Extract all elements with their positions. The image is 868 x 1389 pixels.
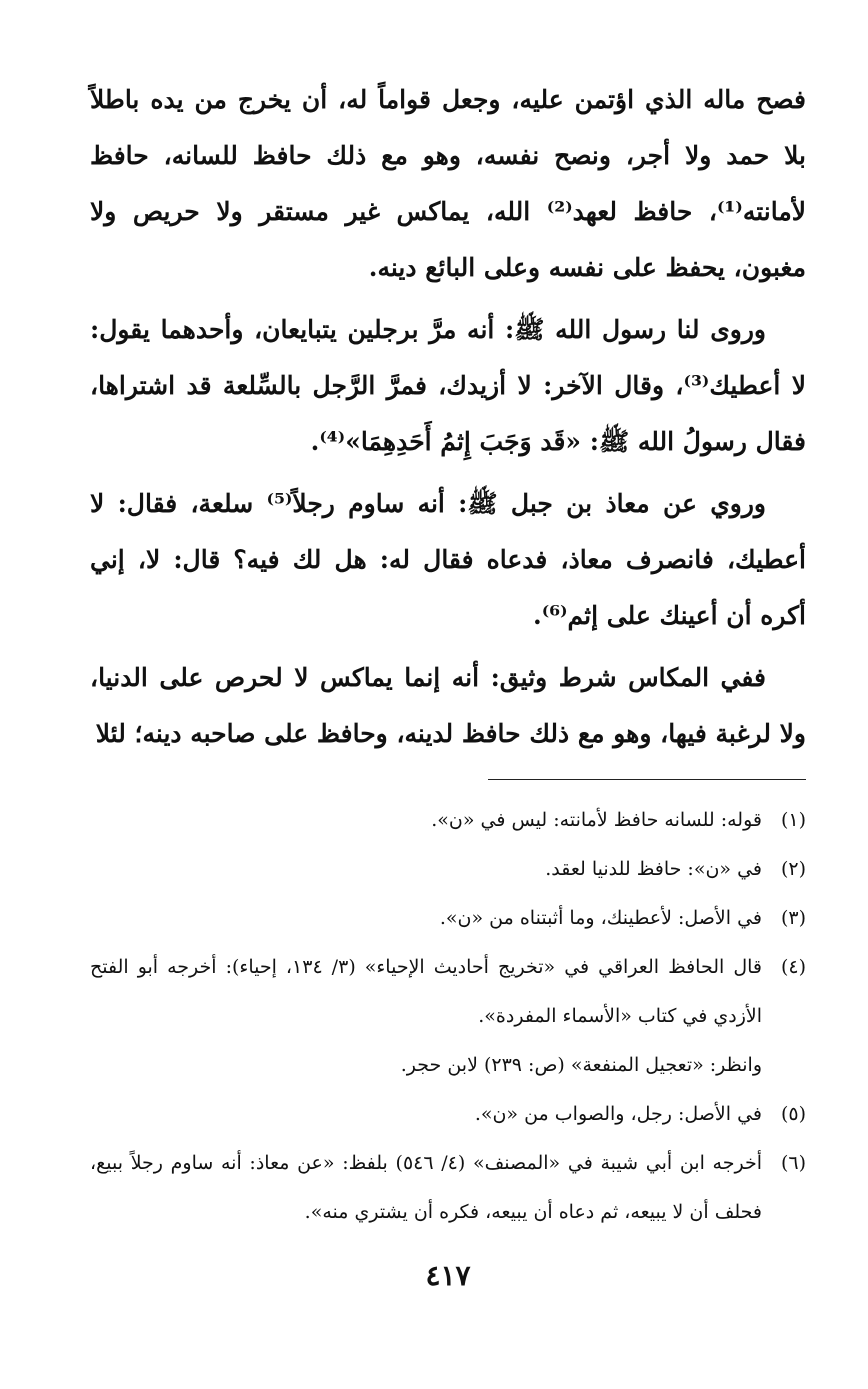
footnote-3	[90, 894, 806, 943]
footnote-text: في «ن»: حافظ للدنيا لعقد.	[545, 858, 762, 880]
footnote-1	[90, 796, 806, 845]
paragraph-3: وروي عن معاذ بن جبل ﷺ: أنه ساوم رجلاً⁽⁵⁾ سلعة، فقال: لا أعطيك، فانصرف معاذ، فدعاه فقال له: هل لك فيه؟ قال: لا، إني أكره أن أعينك على إثم⁽⁶⁾.	[90, 489, 806, 630]
footnote-4-continuation: وانظر: «تعجيل المنفعة» (ص: ٢٣٩) لابن حجر.	[400, 1054, 762, 1076]
footnote-number: (٦)	[780, 1152, 806, 1174]
footnote-number: (٣)	[780, 907, 806, 929]
main-text	[90, 72, 806, 768]
footnote-2	[90, 845, 806, 894]
footnote-text: أخرجه ابن أبي شيبة في «المصنف» (٤/ ٥٤٦) بلفظ: «عن معاذ: أنه ساوم رجلاً ببيع، فحلف أن لا يبيعه، ثم دعاه أن يبيعه، فكره أن يشتري منه».	[90, 1152, 762, 1223]
paragraph-4: ففي المكاس شرط وثيق: أنه إنما يماكس لا لحرص على الدنيا، ولا لرغبة فيها، وهو مع ذلك حافظ لدينه، وحافظ على صاحبه دينه؛ لئلا	[90, 663, 806, 748]
footnote-text: قال الحافظ العراقي في «تخريج أحاديث الإحياء» (٣/ ١٣٤، إحياء): أخرجه أبو الفتح الأزدي في كتاب «الأسماء المفردة».	[90, 956, 763, 1027]
footnote-separator	[488, 779, 806, 780]
paragraph-1: فصح ماله الذي اؤتمن عليه، وجعل قواماً له، أن يخرج من يده باطلاً بلا حمد ولا أجر، ونصح نفسه، وهو مع ذلك حافظ للسانه، حافظ لأمانته⁽¹⁾، حافظ لعهد⁽²⁾ الله، يماكس غير مستقر ولا حريص ولا مغبون، يحفظ على نفسه وعلى البائع دينه.	[90, 85, 806, 282]
footnote-number: (٢)	[780, 858, 806, 880]
footnote-number: (٥)	[780, 1103, 806, 1125]
footnote-number: (١)	[780, 809, 806, 831]
footnote-number: (٤)	[780, 956, 806, 978]
page-number: ٤١٧	[425, 1259, 471, 1292]
footnote-5	[90, 1090, 806, 1139]
footnote-text: في الأصل: رجل، والصواب من «ن».	[474, 1103, 762, 1125]
footnote-text: في الأصل: لأعطينك، وما أثبتناه من «ن».	[439, 907, 762, 929]
paragraph-2: وروى لنا رسول الله ﷺ: أنه مرَّ برجلين يتبايعان، وأحدهما يقول: لا أعطيك⁽³⁾، وقال الآخر: لا أزيدك، فمرَّ الرَّجل بالسِّلعة قد اشتراها، فقال رسولُ الله ﷺ: «قَد وَجَبَ إِثمُ أَحَدِهِمَا»⁽⁴⁾.	[90, 315, 806, 456]
footnote-6	[90, 1139, 806, 1237]
footnotes	[90, 796, 806, 1237]
book-page	[90, 0, 806, 1389]
footnote-text: قوله: للسانه حافظ لأمانته: ليس في «ن».	[431, 809, 762, 831]
footnote-4	[90, 943, 806, 1041]
